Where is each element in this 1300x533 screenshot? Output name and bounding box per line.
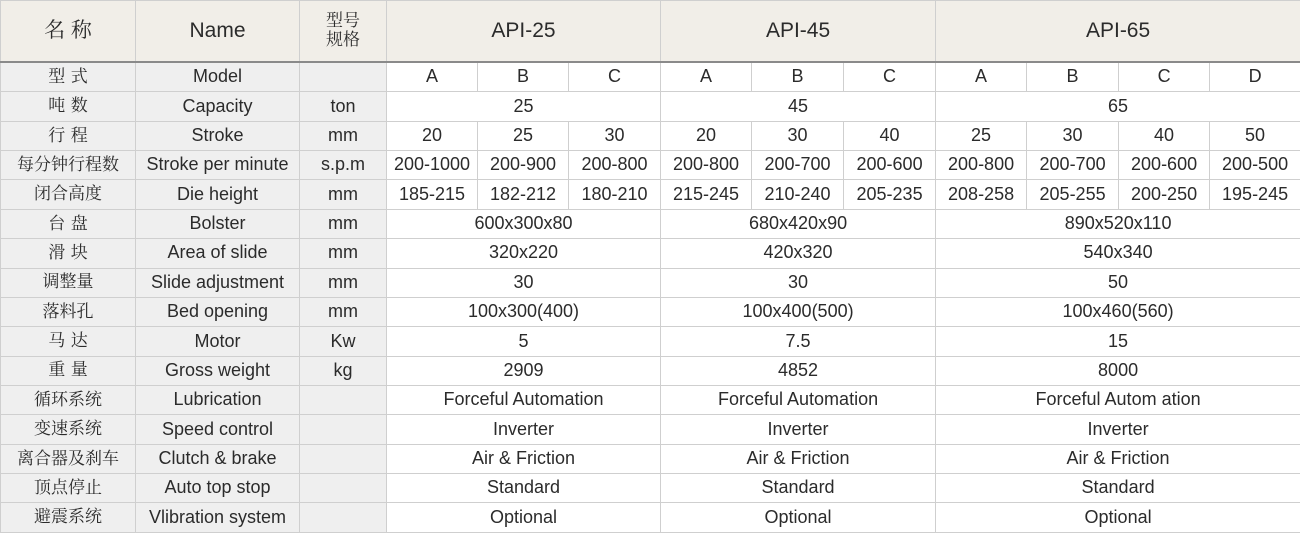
spec-row xyxy=(1,503,1300,533)
spec-row xyxy=(1,385,1300,414)
spec-value-cell: C xyxy=(1119,62,1210,92)
spec-row xyxy=(1,268,1300,297)
row-label-en: Gross weight xyxy=(136,356,300,385)
row-label-en: Capacity xyxy=(136,92,300,121)
row-label-en: Lubrication xyxy=(136,385,300,414)
row-label-en: Model xyxy=(136,62,300,92)
row-label-cn: 型 式 xyxy=(1,62,136,92)
spec-value-cell: 20 xyxy=(387,121,478,150)
spec-value-cell: 50 xyxy=(936,268,1300,297)
spec-value-cell: Air & Friction xyxy=(661,444,936,473)
spec-value-cell: 40 xyxy=(844,121,936,150)
spec-value-cell: 100x460(560) xyxy=(936,297,1300,326)
spec-row xyxy=(1,180,1300,209)
spec-value-cell: A xyxy=(661,62,752,92)
spec-value-cell: 100x400(500) xyxy=(661,297,936,326)
header-name-en: Name xyxy=(136,1,300,63)
spec-value-cell: Air & Friction xyxy=(936,444,1300,473)
spec-value-cell: 25 xyxy=(936,121,1027,150)
spec-row xyxy=(1,121,1300,150)
spec-value-cell: 200-800 xyxy=(661,151,752,180)
header-unit-line2: 规格 xyxy=(326,30,360,49)
spec-value-cell: 65 xyxy=(936,92,1300,121)
spec-value-cell: 180-210 xyxy=(569,180,661,209)
spec-value-cell: 200-500 xyxy=(1210,151,1300,180)
row-label-cn: 行 程 xyxy=(1,121,136,150)
spec-value-cell: 182-212 xyxy=(478,180,569,209)
spec-value-cell: 200-800 xyxy=(569,151,661,180)
row-unit xyxy=(300,503,387,533)
spec-value-cell: B xyxy=(1027,62,1119,92)
spec-value-cell: 30 xyxy=(752,121,844,150)
row-label-en: Slide adjustment xyxy=(136,268,300,297)
spec-value-cell: Inverter xyxy=(936,415,1300,444)
row-unit xyxy=(300,474,387,503)
header-name-cn: 名 称 xyxy=(1,1,136,63)
row-label-cn: 吨 数 xyxy=(1,92,136,121)
spec-value-cell: 540x340 xyxy=(936,239,1300,268)
row-unit: s.p.m xyxy=(300,151,387,180)
spec-row xyxy=(1,297,1300,326)
spec-value-cell: 25 xyxy=(478,121,569,150)
header-unit xyxy=(300,1,387,63)
row-label-en: Area of slide xyxy=(136,239,300,268)
row-label-cn: 顶点停止 xyxy=(1,474,136,503)
spec-value-cell: 45 xyxy=(661,92,936,121)
row-unit: kg xyxy=(300,356,387,385)
row-label-en: Auto top stop xyxy=(136,474,300,503)
spec-body xyxy=(1,62,1300,533)
row-label-cn: 调整量 xyxy=(1,268,136,297)
spec-value-cell: 200-600 xyxy=(844,151,936,180)
row-unit: mm xyxy=(300,297,387,326)
spec-value-cell: 15 xyxy=(936,327,1300,356)
row-label-cn: 循环系统 xyxy=(1,385,136,414)
row-label-cn: 避震系统 xyxy=(1,503,136,533)
spec-value-cell: Air & Friction xyxy=(387,444,661,473)
row-unit xyxy=(300,415,387,444)
spec-value-cell: 200-700 xyxy=(1027,151,1119,180)
spec-value-cell: 30 xyxy=(569,121,661,150)
spec-value-cell: 8000 xyxy=(936,356,1300,385)
row-label-cn: 重 量 xyxy=(1,356,136,385)
spec-row xyxy=(1,209,1300,238)
row-label-en: Stroke xyxy=(136,121,300,150)
spec-value-cell: C xyxy=(844,62,936,92)
spec-value-cell: 420x320 xyxy=(661,239,936,268)
row-unit: mm xyxy=(300,121,387,150)
spec-row xyxy=(1,444,1300,473)
spec-value-cell: 100x300(400) xyxy=(387,297,661,326)
spec-value-cell: Standard xyxy=(661,474,936,503)
row-unit xyxy=(300,444,387,473)
row-unit: mm xyxy=(300,268,387,297)
row-label-cn: 闭合高度 xyxy=(1,180,136,209)
row-unit: Kw xyxy=(300,327,387,356)
spec-value-cell: 210-240 xyxy=(752,180,844,209)
spec-value-cell: Forceful Automation xyxy=(661,385,936,414)
spec-row xyxy=(1,92,1300,121)
spec-row xyxy=(1,327,1300,356)
spec-value-cell: 200-900 xyxy=(478,151,569,180)
spec-value-cell: 30 xyxy=(661,268,936,297)
row-label-cn: 每分钟行程数 xyxy=(1,151,136,180)
row-label-cn: 落料孔 xyxy=(1,297,136,326)
spec-value-cell: Optional xyxy=(387,503,661,533)
spec-value-cell: Forceful Automation xyxy=(387,385,661,414)
spec-value-cell: 30 xyxy=(387,268,661,297)
spec-value-cell: 40 xyxy=(1119,121,1210,150)
header-model-api-25: API-25 xyxy=(387,1,661,63)
spec-value-cell: 320x220 xyxy=(387,239,661,268)
spec-value-cell: 30 xyxy=(1027,121,1119,150)
spec-value-cell: A xyxy=(936,62,1027,92)
spec-row xyxy=(1,415,1300,444)
spec-value-cell: 200-250 xyxy=(1119,180,1210,209)
spec-value-cell: 200-800 xyxy=(936,151,1027,180)
header-model-api-45: API-45 xyxy=(661,1,936,63)
spec-value-cell: Inverter xyxy=(387,415,661,444)
spec-value-cell: Optional xyxy=(661,503,936,533)
spec-row xyxy=(1,239,1300,268)
spec-value-cell: 7.5 xyxy=(661,327,936,356)
row-label-cn: 台 盘 xyxy=(1,209,136,238)
row-label-cn: 离合器及刹车 xyxy=(1,444,136,473)
row-unit: mm xyxy=(300,180,387,209)
spec-row xyxy=(1,62,1300,92)
row-label-en: Die height xyxy=(136,180,300,209)
row-unit xyxy=(300,62,387,92)
spec-value-cell: B xyxy=(752,62,844,92)
row-label-cn: 滑 块 xyxy=(1,239,136,268)
spec-row xyxy=(1,151,1300,180)
spec-value-cell: D xyxy=(1210,62,1300,92)
spec-value-cell: Optional xyxy=(936,503,1300,533)
row-label-en: Vlibration system xyxy=(136,503,300,533)
spec-value-cell: 200-600 xyxy=(1119,151,1210,180)
row-label-cn: 马 达 xyxy=(1,327,136,356)
spec-value-cell: 600x300x80 xyxy=(387,209,661,238)
spec-value-cell: 5 xyxy=(387,327,661,356)
spec-value-cell: B xyxy=(478,62,569,92)
spec-value-cell: 20 xyxy=(661,121,752,150)
spec-value-cell: 680x420x90 xyxy=(661,209,936,238)
row-label-cn: 变速系统 xyxy=(1,415,136,444)
spec-value-cell: 890x520x110 xyxy=(936,209,1300,238)
row-label-en: Bolster xyxy=(136,209,300,238)
spec-value-cell: 200-1000 xyxy=(387,151,478,180)
spec-value-cell: 2909 xyxy=(387,356,661,385)
row-label-en: Clutch & brake xyxy=(136,444,300,473)
spec-value-cell: 25 xyxy=(387,92,661,121)
row-unit xyxy=(300,385,387,414)
header-unit-line1: 型号 xyxy=(326,11,360,31)
row-unit: mm xyxy=(300,209,387,238)
spec-value-cell: 200-700 xyxy=(752,151,844,180)
row-label-en: Speed control xyxy=(136,415,300,444)
row-label-en: Motor xyxy=(136,327,300,356)
header-row xyxy=(1,1,1300,63)
spec-value-cell: Inverter xyxy=(661,415,936,444)
row-unit: ton xyxy=(300,92,387,121)
spec-value-cell: 215-245 xyxy=(661,180,752,209)
spec-value-cell: A xyxy=(387,62,478,92)
spec-value-cell: C xyxy=(569,62,661,92)
spec-value-cell: 4852 xyxy=(661,356,936,385)
spec-row xyxy=(1,356,1300,385)
row-unit: mm xyxy=(300,239,387,268)
spec-value-cell: 205-255 xyxy=(1027,180,1119,209)
header-model-api-65: API-65 xyxy=(936,1,1300,63)
row-label-en: Stroke per minute xyxy=(136,151,300,180)
spec-value-cell: 185-215 xyxy=(387,180,478,209)
spec-value-cell: 208-258 xyxy=(936,180,1027,209)
spec-value-cell: 50 xyxy=(1210,121,1300,150)
spec-value-cell: 195-245 xyxy=(1210,180,1300,209)
spec-row xyxy=(1,474,1300,503)
spec-value-cell: Standard xyxy=(387,474,661,503)
row-label-en: Bed opening xyxy=(136,297,300,326)
spec-value-cell: Forceful Autom ation xyxy=(936,385,1300,414)
spec-value-cell: 205-235 xyxy=(844,180,936,209)
spec-value-cell: Standard xyxy=(936,474,1300,503)
